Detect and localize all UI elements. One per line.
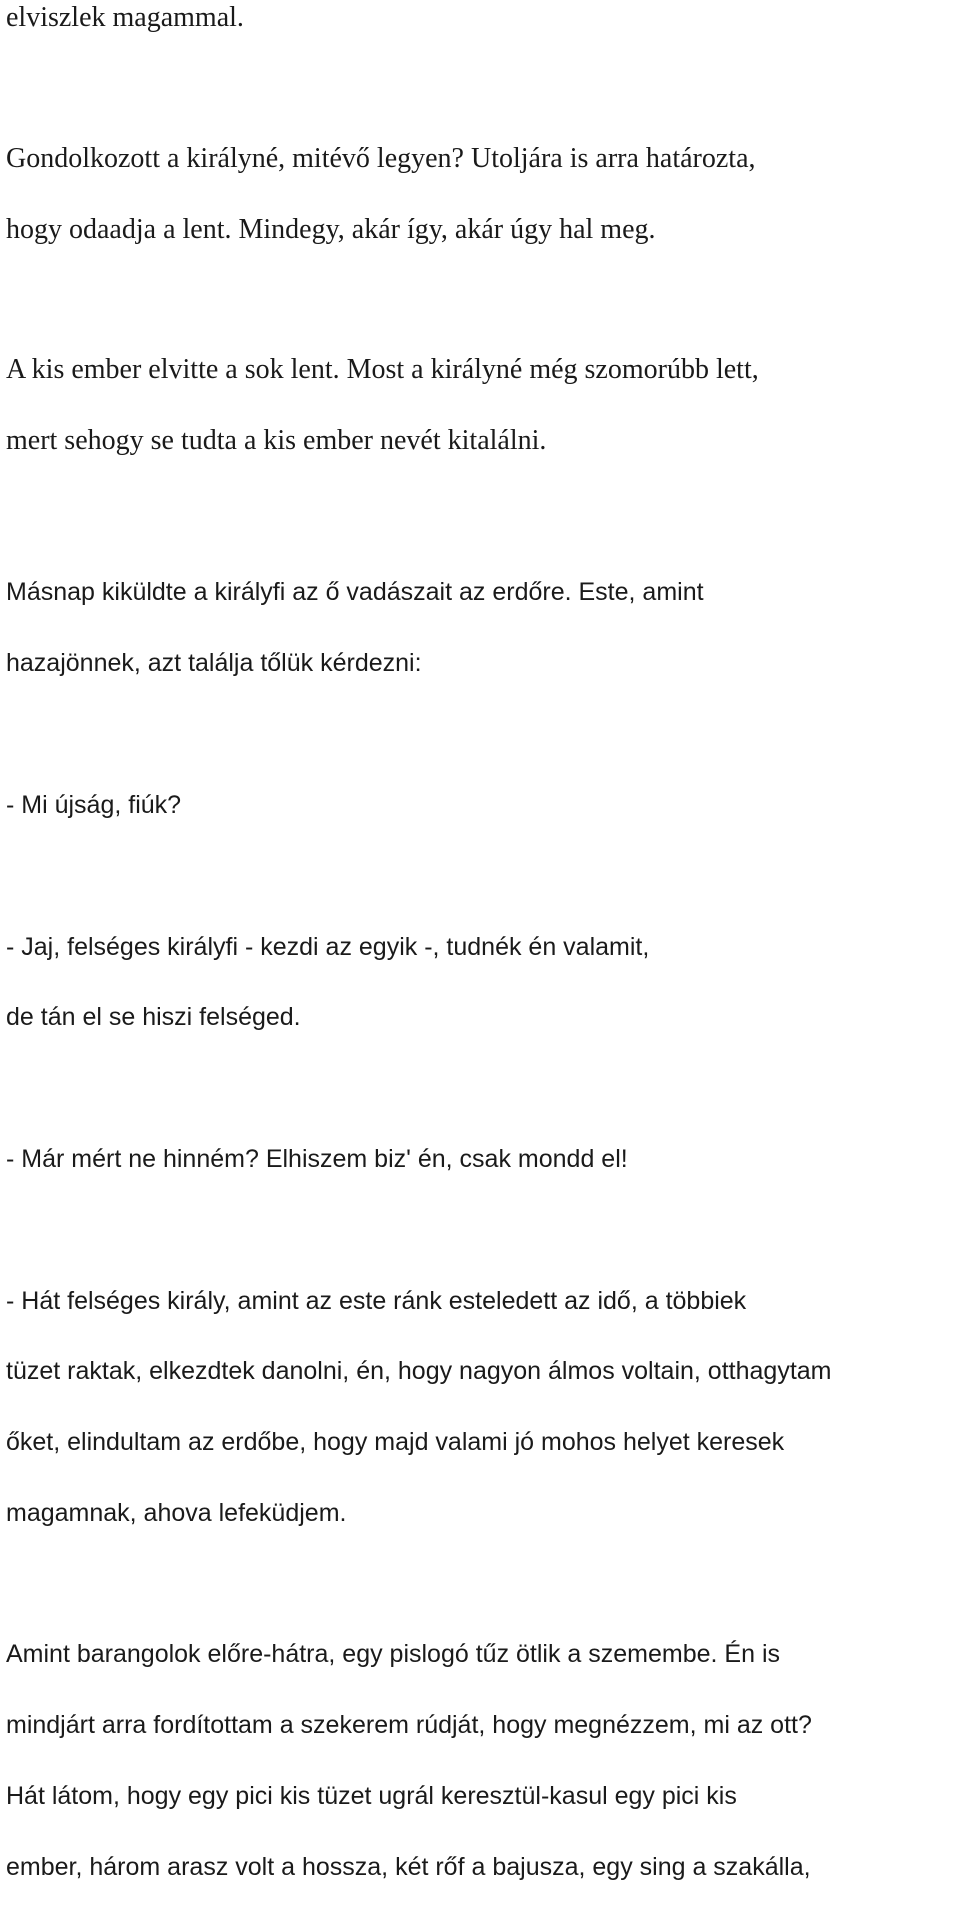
text-line: A kis ember elvitte a sok lent. Most a királyné még szomorúbb lett, [6, 354, 759, 385]
text-line: - Hát felséges király, amint az este ránk esteledett az idő, a többiek [6, 1287, 747, 1315]
text-line: de tán el se hiszi felséged. [6, 1003, 301, 1031]
text-line: Hát látom, hogy egy pici kis tüzet ugrál keresztül-kasul egy pici kis [6, 1782, 737, 1810]
text-line: magamnak, ahova lefeküdjem. [6, 1499, 347, 1527]
text-line: Gondolkozott a királyné, mitévő legyen? Utoljára is arra határozta, [6, 143, 756, 174]
text-line: hazajönnek, azt találja tőlük kérdezni: [6, 649, 422, 677]
text-line: mindjárt arra fordítottam a szekerem rúdját, hogy megnézzem, mi az ott? [6, 1711, 812, 1739]
text-line: mert sehogy se tudta a kis ember nevét kitalálni. [6, 425, 547, 456]
text-line: elviszlek magammal. [6, 2, 244, 33]
text-line: Amint barangolok előre-hátra, egy pislogó tűz ötlik a szemembe. Én is [6, 1640, 780, 1668]
text-line: - Mi újság, fiúk? [6, 791, 182, 819]
text-line: - Már mért ne hinném? Elhiszem biz' én, csak mondd el! [6, 1145, 628, 1173]
text-line: - Jaj, felséges királyfi - kezdi az egyik -, tudnék én valamit, [6, 933, 650, 961]
text-line: ember, három arasz volt a hossza, két rőf a bajusza, egy sing a szakálla, [6, 1853, 811, 1881]
text-line: hogy odaadja a lent. Mindegy, akár így, akár úgy hal meg. [6, 214, 656, 245]
text-line: Másnap kiküldte a királyfi az ő vadászait az erdőre. Este, amint [6, 578, 704, 606]
text-line: őket, elindultam az erdőbe, hogy majd valami jó mohos helyet keresek [6, 1428, 785, 1456]
text-line: tüzet raktak, elkezdtek danolni, én, hogy nagyon álmos voltain, otthagytam [6, 1357, 832, 1385]
